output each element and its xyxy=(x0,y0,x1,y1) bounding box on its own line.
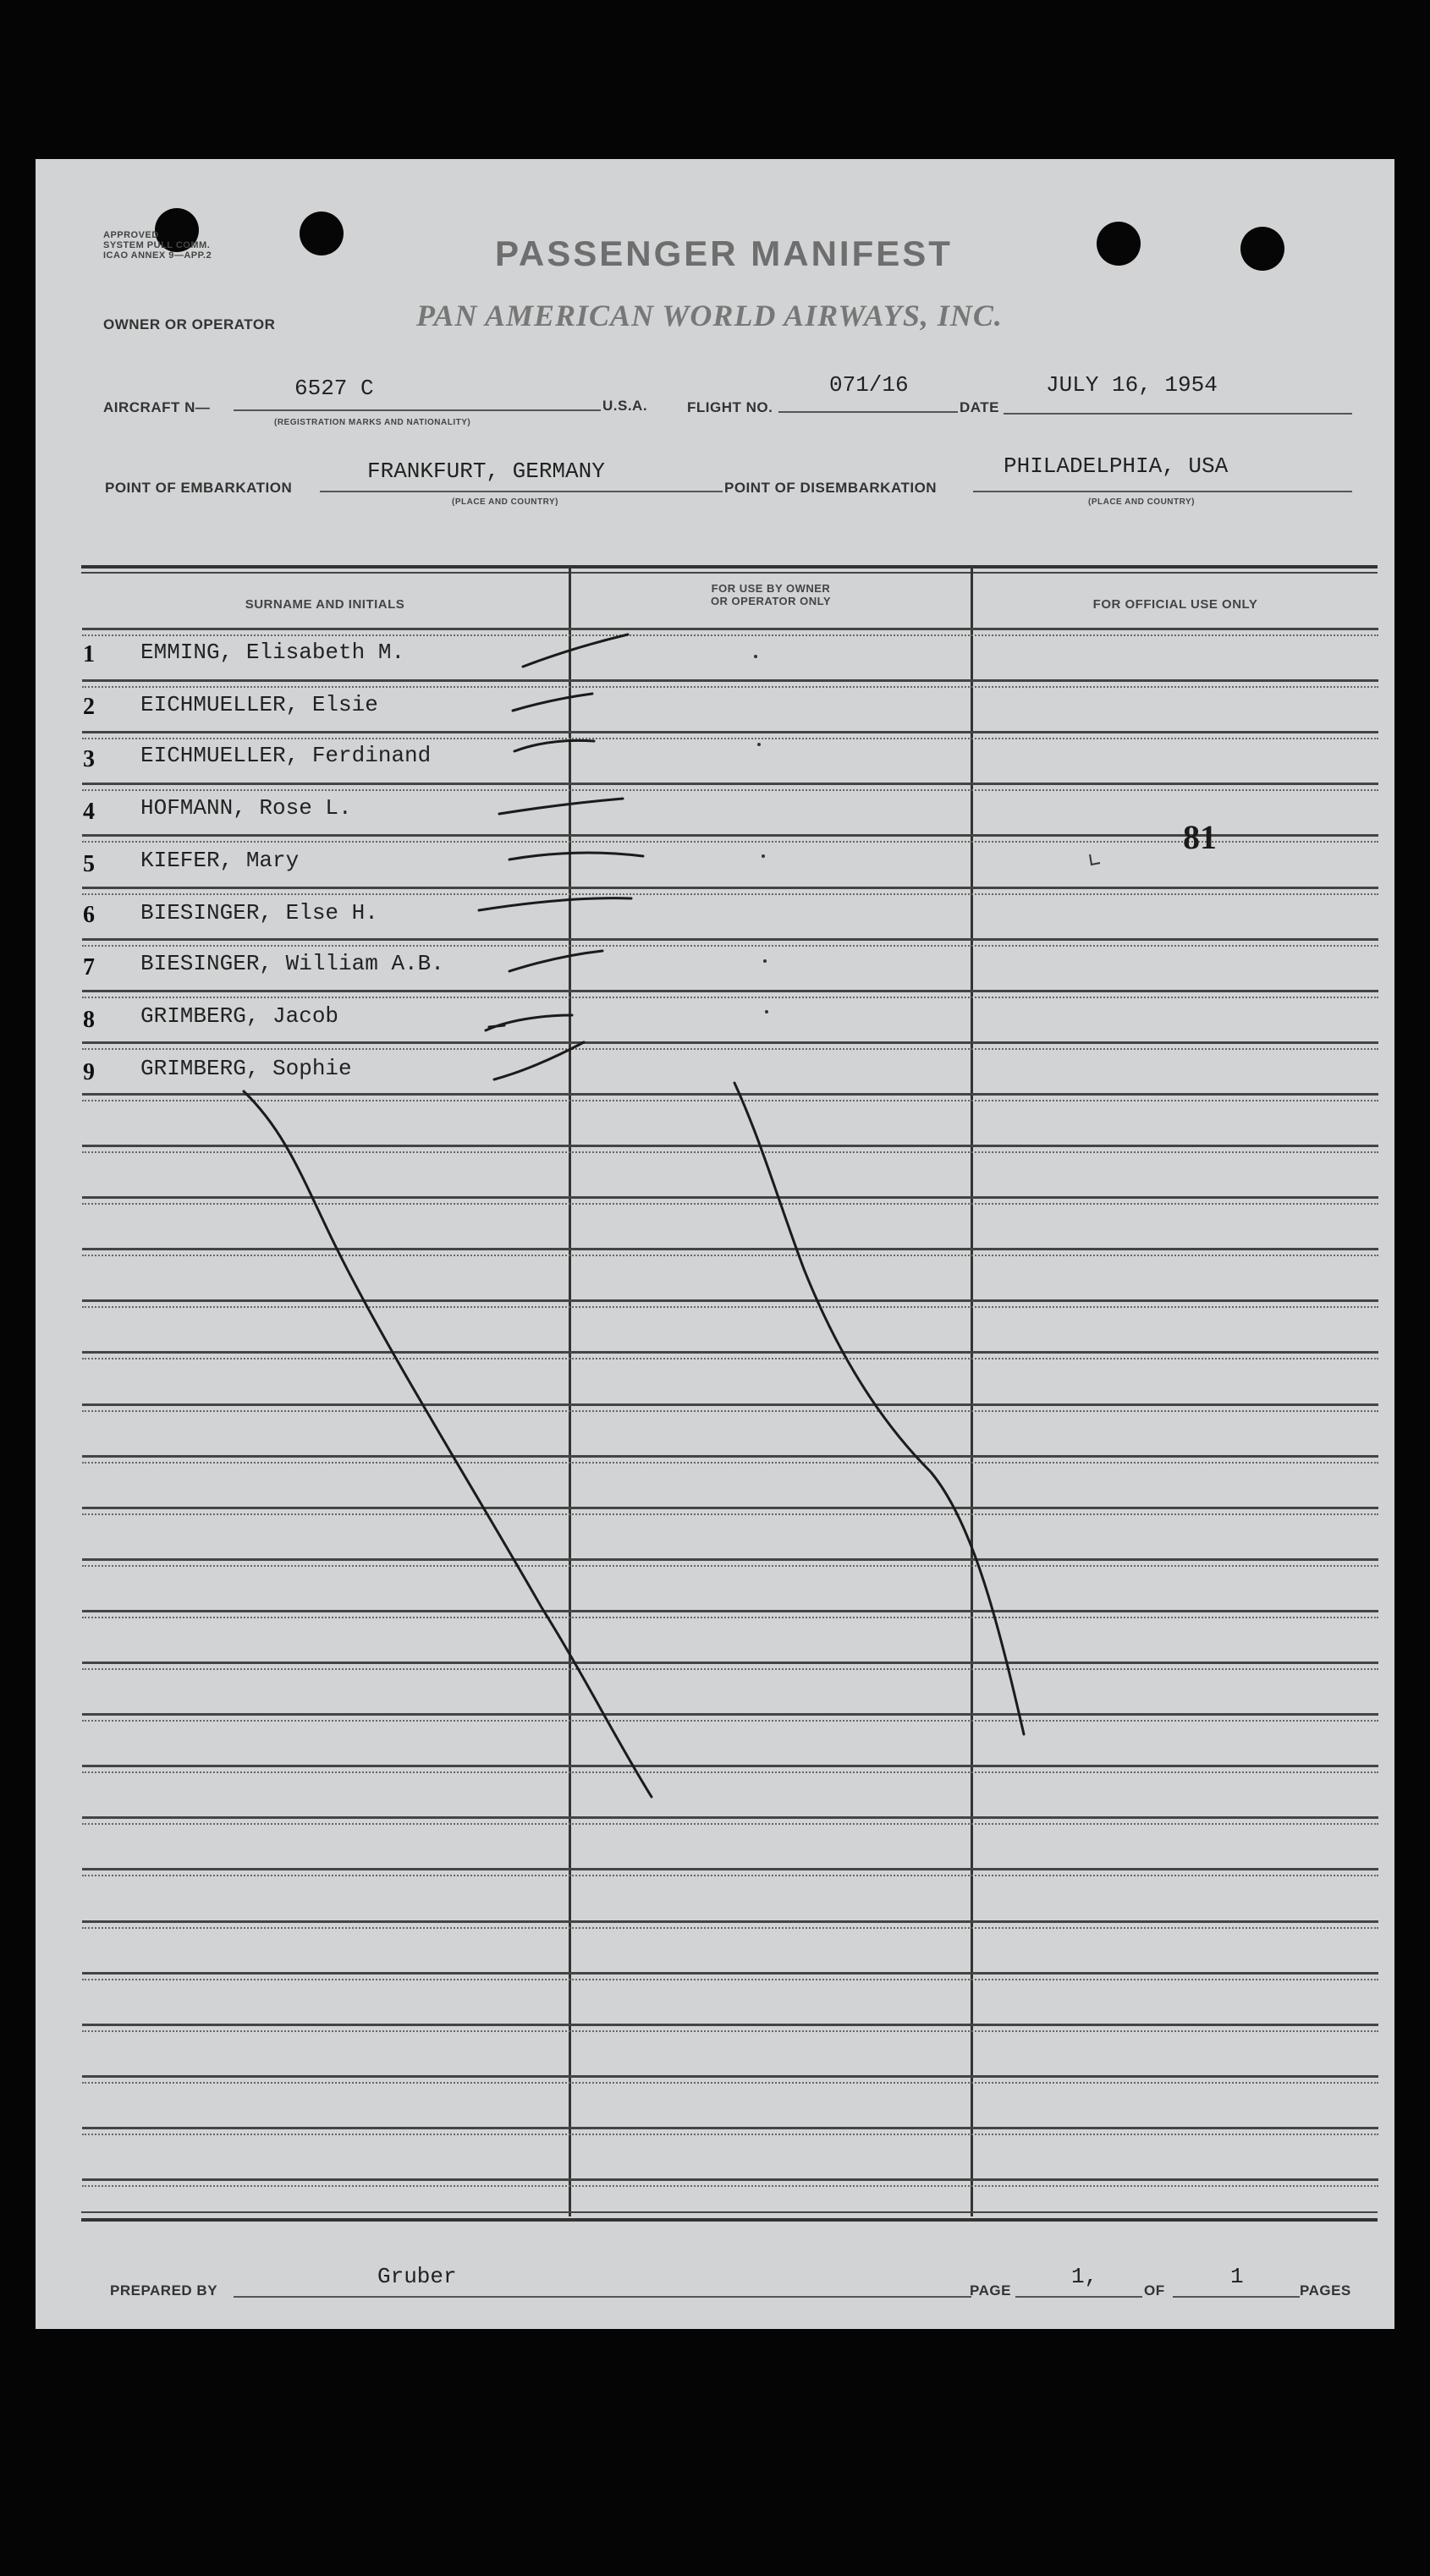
date-label: DATE xyxy=(960,399,1000,415)
passenger-name: EICHMUELLER, Elsie xyxy=(140,692,378,717)
embark-label: POINT OF EMBARKATION xyxy=(105,480,293,496)
passenger-name: EICHMUELLER, Ferdinand xyxy=(140,743,432,768)
approval-note: APPROVED SYSTEM PULL COMM. ICAO ANNEX 9—APP.2 xyxy=(103,230,212,261)
form-title: PASSENGER MANIFEST xyxy=(495,233,953,273)
registration-note: (REGISTRATION MARKS AND NATIONALITY) xyxy=(274,418,471,427)
row-number: 4 xyxy=(83,799,95,825)
row-number: 5 xyxy=(83,851,95,877)
row-number: 8 xyxy=(83,1007,95,1033)
date-value: JULY 16, 1954 xyxy=(1046,372,1218,398)
row-number: 9 xyxy=(83,1059,95,1085)
col-header-owner: FOR USE BY OWNER OR OPERATOR ONLY xyxy=(710,582,832,607)
passenger-name: BIESINGER, William A.B. xyxy=(140,951,444,976)
disembark-label: POINT OF DISEMBARKATION xyxy=(724,480,938,496)
of-label: OF xyxy=(1144,2282,1165,2299)
owner-label: OWNER OR OPERATOR xyxy=(103,316,276,332)
row-number: 7 xyxy=(83,954,95,980)
aircraft-label: AIRCRAFT N— xyxy=(103,399,211,415)
row-number: 6 xyxy=(83,902,95,928)
disembark-note: (PLACE AND COUNTRY) xyxy=(1088,497,1195,507)
passenger-name: HOFMANN, Rose L. xyxy=(140,795,352,821)
of-value: 1 xyxy=(1230,2264,1244,2289)
page-value: 1, xyxy=(1071,2264,1098,2289)
flight-label: FLIGHT NO. xyxy=(687,399,773,415)
prepared-label: PREPARED BY xyxy=(110,2282,218,2299)
passenger-name: GRIMBERG, Sophie xyxy=(140,1056,352,1081)
row-number: 3 xyxy=(83,746,95,772)
row-number: 1 xyxy=(83,641,95,667)
prepared-value: Gruber xyxy=(377,2264,457,2289)
airline-name: PAN AMERICAN WORLD AIRWAYS, INC. xyxy=(416,299,1003,332)
passenger-name: BIESINGER, Else H. xyxy=(140,900,378,925)
disembark-value: PHILADELPHIA, USA xyxy=(1004,453,1229,479)
embark-note: (PLACE AND COUNTRY) xyxy=(452,497,558,507)
row-number: 2 xyxy=(83,694,95,720)
passenger-name: KIEFER, Mary xyxy=(140,848,300,873)
embark-value: FRANKFURT, GERMANY xyxy=(367,459,605,484)
flight-value: 071/16 xyxy=(829,372,909,398)
col-header-surname: SURNAME AND INITIALS xyxy=(245,597,405,612)
official-mark: 81 xyxy=(1183,818,1217,856)
country-label: U.S.A. xyxy=(602,398,648,414)
aircraft-value: 6527 C xyxy=(294,376,374,401)
passenger-name: GRIMBERG, Jacob xyxy=(140,1003,339,1029)
col-header-official: FOR OFFICIAL USE ONLY xyxy=(1092,597,1258,612)
page-label: PAGE xyxy=(970,2282,1011,2299)
passenger-name: EMMING, Elisabeth M. xyxy=(140,640,405,665)
pages-label: PAGES xyxy=(1300,2282,1351,2299)
